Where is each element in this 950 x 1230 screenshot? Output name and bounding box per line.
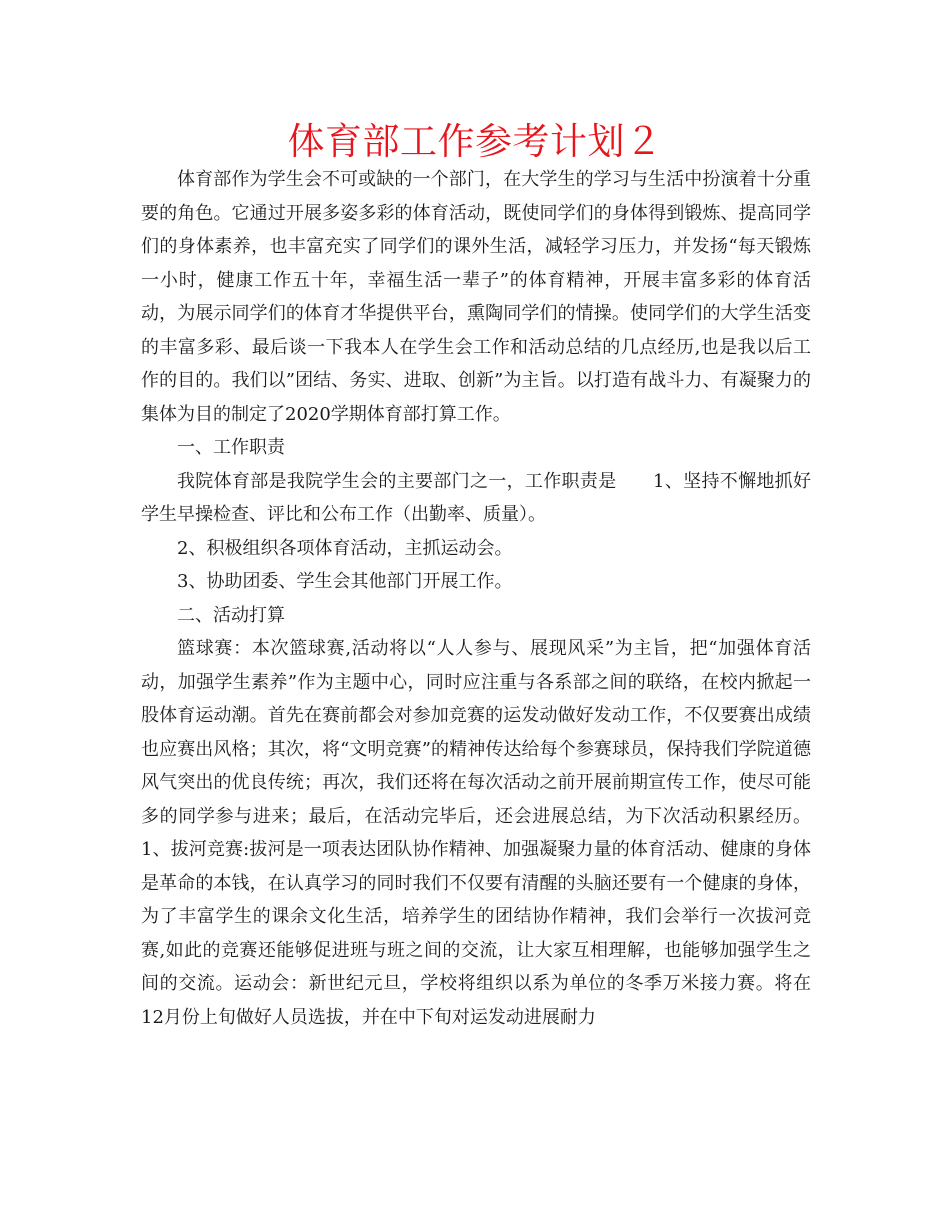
paragraph-duties: 我院体育部是我院学生会的主要部门之一，工作职责是 1、坚持不懈地抓好学生早操检查、评比和公布工作（出勤率、质量）。 [141, 470, 811, 525]
paragraph-duty-2: 2、积极组织各项体育活动，主抓运动会。 [177, 537, 513, 559]
document-body [141, 163, 811, 1034]
paragraph-intro: 体育部作为学生会不可或缺的一个部门，在大学生的学习与生活中扮演着十分重要的角色。它通过开展多姿多彩的体育活动，既使同学们的身体得到锻炼、提高同学们的身体素养，也丰富充实了同学们的课外生活，减轻学习压力，并发扬“每天锻炼一小时，健康工作五十年，幸福生活一辈子”的体育精神，开展丰富多彩的体育活动，为展示同学们的体育才华提供平台，熏陶同学们的情操。使同学们的大学生活变的丰富多彩、最后谈一下我本人在学生会工作和活动总结的几点经历,也是我以后工作的目的。我们以”团结、务实、进取、创新”为主旨。以打造有战斗力、有凝聚力的集体为目的制定了2020学期体育部打算工作。 [141, 169, 811, 425]
paragraph-duty-3: 3、协助团委、学生会其他部门开展工作。 [177, 571, 513, 592]
section-heading-activities: 二、活动打算 [177, 604, 285, 626]
paragraph-activities: 篮球赛：本次篮球赛,活动将以“人人参与、展现风采”为主旨，把“加强体育活动，加强学生素养”作为主题中心，同时应注重与各系部之间的联络，在校内掀起一股体育运动潮。首先在赛前都会对参加竞赛的运发动做好发动工作，不仅要赛出成绩也应赛出风格；其次，将“文明竞赛”的精神传达给每个参赛球员，保持我们学院道德风气突出的优良传统；再次，我们还将在每次活动之前开展前期宣传工作，使尽可能多的同学参与进来；最后，在活动完毕后，还会进展总结，为下次活动积累经历。1、拔河竞赛:拔河是一项表达团队协作精神、加强凝聚力量的体育活动、健康的身体是革命的本钱，在认真学习的同时我们不仅要有清醒的头脑还要有一个健康的身体，为了丰富学生的课余文化生活，培养学生的团结协作精神，我们会举行一次拔河竞赛,如此的竞赛还能够促进班与班之间的交流，让大家互相理解，也能够加强学生之间的交流。运动会：新世纪元旦，学校将组织以系为单位的冬季万米接力赛。将在12月份上旬做好人员选拔，并在中下旬对运发动进展耐力 [141, 638, 811, 1028]
section-heading-duties: 一、工作职责 [177, 437, 285, 458]
document-title: 体育部工作参考计划２ [287, 120, 663, 163]
